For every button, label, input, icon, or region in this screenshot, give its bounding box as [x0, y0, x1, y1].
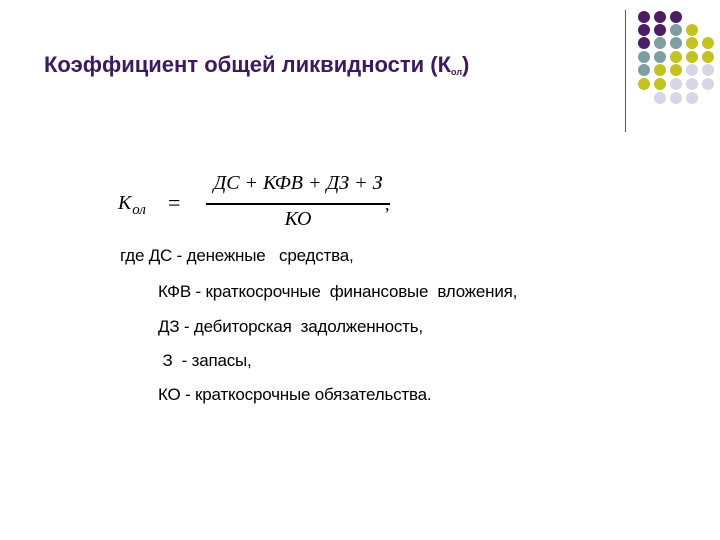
decor-dot	[654, 92, 666, 104]
slide-title	[44, 52, 469, 78]
decor-dot	[670, 92, 682, 104]
formula-symbol-subscript: ол	[132, 202, 146, 218]
vertical-divider	[625, 10, 626, 132]
legend-line-inventory: З - запасы,	[158, 351, 252, 370]
decor-dot	[686, 51, 698, 63]
formula-symbol-letter: К	[118, 192, 132, 214]
legend-line-receivables: ДЗ - дебиторская задолженность,	[158, 317, 423, 336]
legend-line-short-term-liabilities: КО - краткосрочные обязательства.	[158, 385, 432, 404]
decor-dot	[702, 51, 714, 63]
decor-dot	[638, 78, 650, 90]
title-close-paren: )	[462, 52, 470, 77]
decor-dot	[654, 11, 666, 23]
decor-dot	[686, 64, 698, 76]
title-text: Коэффициент общей ликвидности (К	[44, 52, 452, 77]
decor-dot	[686, 92, 698, 104]
formula-numerator: ДС + КФВ + ДЗ + З	[213, 172, 383, 194]
decor-dot	[638, 64, 650, 76]
decor-dot	[654, 64, 666, 76]
decor-dot	[654, 78, 666, 90]
liquidity-formula	[118, 172, 418, 242]
decor-dot	[686, 37, 698, 49]
decor-dot	[654, 37, 666, 49]
legend-line-cash: где ДС - денежные средства,	[120, 246, 354, 265]
decor-dot	[686, 24, 698, 36]
decor-dot	[686, 78, 698, 90]
fraction-bar	[206, 203, 390, 205]
decor-dot	[670, 64, 682, 76]
decor-dot	[638, 11, 650, 23]
decor-dot	[638, 37, 650, 49]
decor-dot	[654, 24, 666, 36]
decor-dot	[670, 78, 682, 90]
formula-denominator: КО	[284, 208, 312, 230]
decor-dot	[702, 64, 714, 76]
decor-dot	[670, 11, 682, 23]
decor-dot	[638, 24, 650, 36]
decor-dot	[670, 37, 682, 49]
title-subscript: ол	[451, 67, 463, 77]
legend-line-short-term-investments: КФВ - краткосрочные финансовые вложения,	[158, 282, 518, 301]
decor-dot	[654, 51, 666, 63]
decor-dot	[702, 78, 714, 90]
decor-dot	[670, 24, 682, 36]
formula-equals: =	[168, 190, 181, 215]
decor-dot	[702, 37, 714, 49]
decor-dot	[638, 51, 650, 63]
formula-symbol	[118, 192, 146, 218]
formula-comma: ,	[385, 194, 390, 214]
decor-dot	[670, 51, 682, 63]
